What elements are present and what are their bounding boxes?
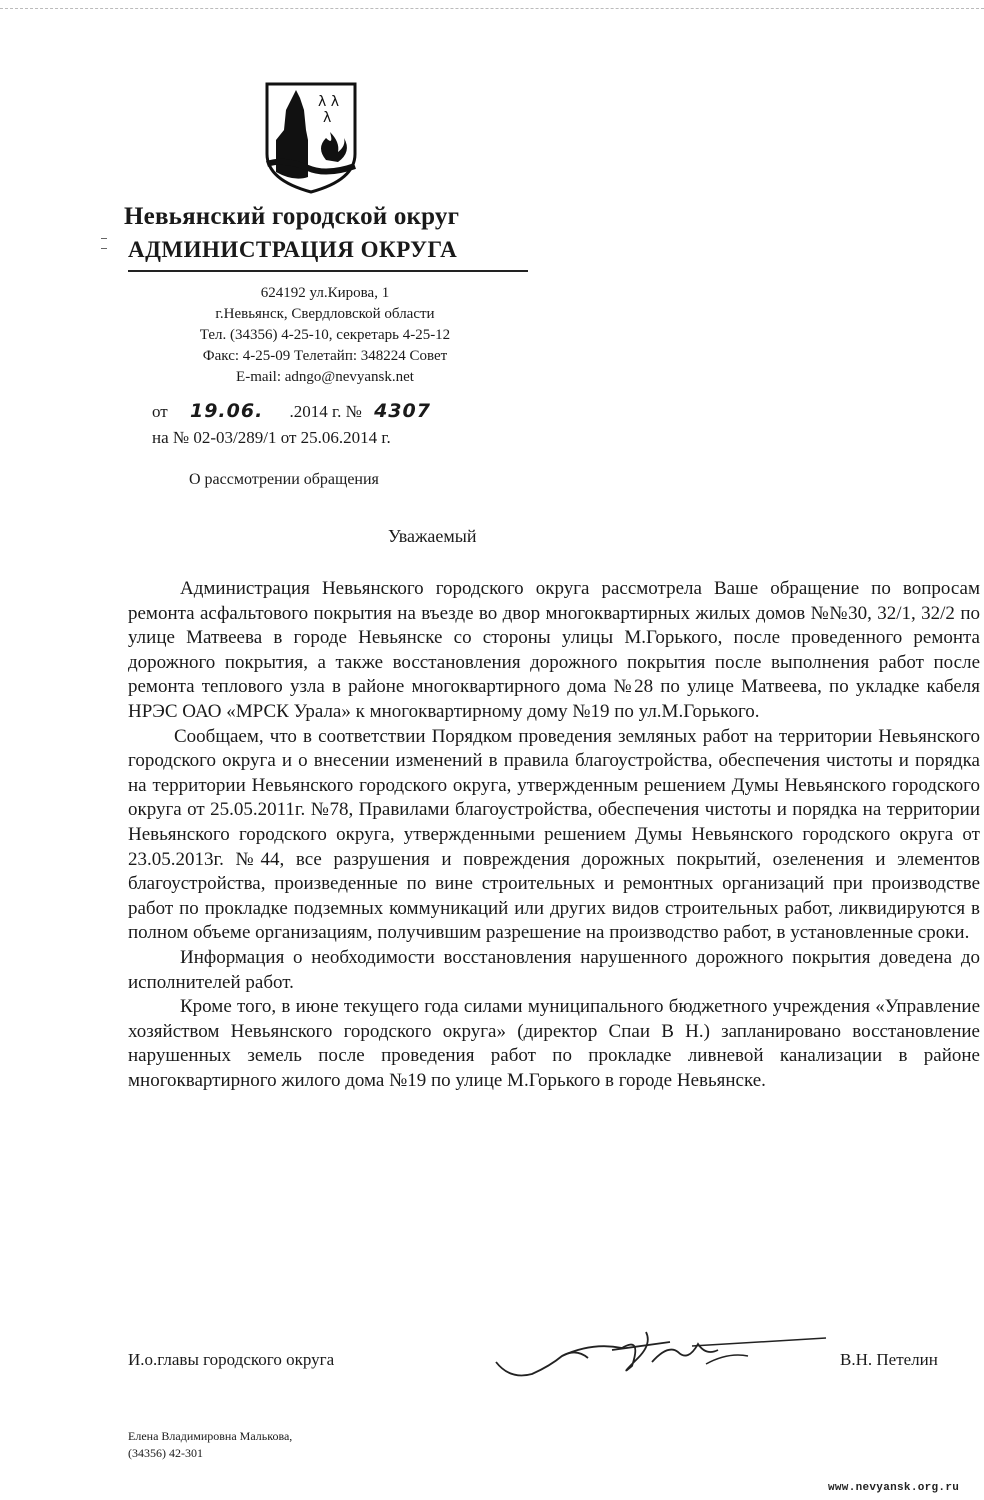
coat-of-arms-icon — [264, 82, 358, 194]
executor-phone: (34356) 42-301 — [128, 1446, 203, 1460]
body-paragraph: Кроме того, в июне текущего года силами муниципального бюджетного учреждения «Управление хозяйством Невьянского городского округа» (директор Спаи В Н.) запланировано восстановление нарушенных земель после проведения работ по прокладке ливневой канализации в районе многоквартирного жилого дома №19 по улице М.Горького в городе Невьянске. — [128, 996, 980, 1091]
body-paragraph: Администрация Невьянского городского округа рассмотрела Ваше обращение по вопросам ремонта асфальтового покрытия на въезде во двор многоквартирных жилых домов №№30, 32/1, 32/2 по улице Матвеева в городе Невьянске со стороны улицы М.Горького, после проведенного ремонта дорожного покрытия, а также восстановления дорожного покрытия после выполнения работ после ремонта теплового узла в районе многоквартирного дома №28 по улице Матвеева, по укладке кабеля НРЭС ОАО «МРСК Урала» к многоквартирному дому №19 по ул.М.Горького. — [128, 578, 980, 722]
greeting: Уважаемый — [388, 526, 477, 546]
org-name: Невьянский городской округ — [124, 203, 460, 230]
address-line: 624192 ул.Кирова, 1 — [260, 285, 390, 301]
signatory-position: И.о.главы городского округа — [128, 1350, 335, 1369]
org-department: АДМИНИСТРАЦИЯ ОКРУГА — [128, 237, 458, 262]
handwritten-number: 4307 — [374, 400, 431, 422]
header-divider — [128, 270, 528, 272]
address-block — [140, 283, 510, 388]
executor-block — [128, 1428, 292, 1462]
svg-text:λ: λ — [323, 110, 332, 126]
scan-artifact — [101, 238, 107, 239]
handwritten-signature — [492, 1322, 834, 1388]
site-watermark: www.nevyansk.org.ru — [828, 1482, 960, 1494]
outgoing-date-line — [152, 400, 431, 422]
body-paragraph: Сообщаем, что в соответствии Порядком проведения земляных работ на территории Невьянского городского округа и о внесении изменений в правила благоустройства, обеспечения чистоты и порядка на территории Невьянского городского округа, утвержденным решением Думы Невьянского городского округа от 25.05.2011г. №78, Правилами благоустройства, обеспечения чистоты и порядка на территории Невьянского городского округа, утвержденными решением Думы Невьянского городского округа от 23.05.2013г. №44, все разрушения и повреждения дорожных покрытий, озеленения и элементов благоустройства, произведенные по вине строительных и ремонтных организаций при производстве работ по прокладке подземных коммуникаций или других видов строительных работ, ликвидируются в полном объеме организациям, получившим разрешение на производство работ, в установленные сроки. — [128, 725, 980, 944]
signatory-name: В.Н. Петелин — [840, 1350, 938, 1369]
handwritten-date: 19.06. — [189, 400, 264, 422]
fax-line: Факс: 4-25-09 Телетайп: 348224 Совет — [202, 348, 448, 364]
subject-line: О рассмотрении обращения — [189, 471, 379, 488]
address-line: г.Невьянск, Свердловской области — [215, 306, 435, 322]
scan-edge — [0, 8, 984, 9]
date-year: .2014 г. № — [289, 402, 362, 421]
phone-line: Тел. (34356) 4-25-10, секретарь 4-25-12 — [199, 327, 451, 343]
scan-artifact — [101, 248, 107, 249]
letter-body — [128, 577, 980, 1093]
date-prefix: от — [152, 402, 168, 421]
reference-line: на № 02-03/289/1 от 25.06.2014 г. — [152, 428, 391, 447]
email-line: E-mail: adngo@nevyansk.net — [236, 369, 414, 385]
executor-name: Елена Владимировна Малькова, — [128, 1429, 293, 1443]
body-paragraph: Информация о необходимости восстановления нарушенного дорожного покрытия доведена до исполнителей работ. — [128, 946, 980, 993]
svg-text:λ λ: λ λ — [318, 94, 340, 110]
